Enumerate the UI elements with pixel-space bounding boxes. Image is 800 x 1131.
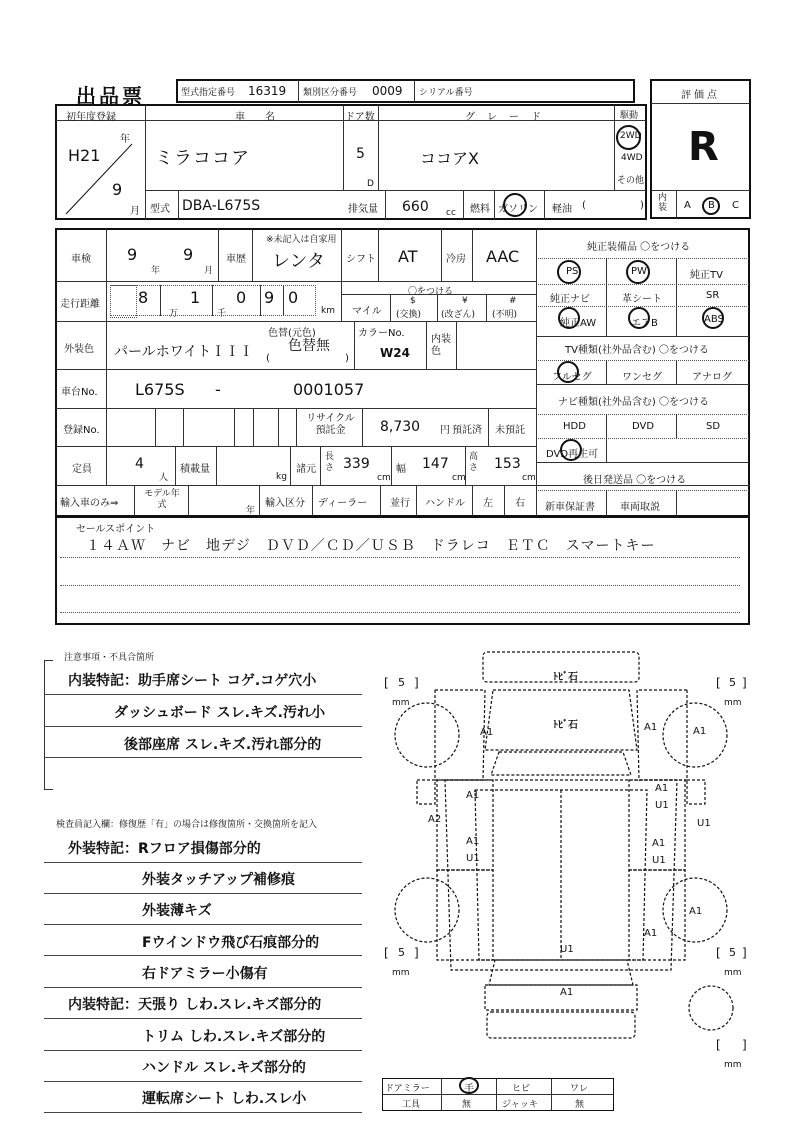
form-title: 出品票: [76, 84, 145, 108]
diagram-label-u1-r: U1: [697, 818, 711, 829]
equip-sr: SR: [706, 290, 720, 301]
width-unit: cm: [452, 473, 466, 483]
tread-spare-unit: mm: [724, 1060, 742, 1070]
ac-label: 冷房: [446, 254, 466, 265]
inspector-line-6: 内装特記：天張り しわ.スレ.キズ部分的: [68, 997, 322, 1013]
tread-bracket-fl-close: ]: [414, 676, 419, 690]
break-label: ワレ: [570, 1084, 589, 1094]
equip-leather: 革シート: [622, 294, 662, 305]
car-name-label: 車名: [235, 112, 295, 123]
equip-tv: 純正TV: [690, 270, 723, 281]
navi-dvd: DVD: [632, 421, 655, 432]
equip-navi: 純正ナビ: [550, 294, 590, 305]
type-label: 型式: [150, 204, 170, 215]
diagram-label-u1-rd: U1: [655, 800, 669, 811]
inspector-line-1: 外装特記：Rフロア損傷部分的: [68, 841, 261, 857]
recycle-unit: 円: [440, 425, 450, 436]
history-value: レンタ: [272, 251, 325, 272]
crack-label: ヒビ: [512, 1084, 531, 1094]
header-id-box: [176, 79, 635, 103]
later-manual: 車両取説: [620, 502, 660, 513]
inspector-line-7: トリム しわ.スレ.キズ部分的: [142, 1029, 326, 1045]
mileage-km: km: [321, 306, 335, 316]
first-reg-label: 初年度登録: [66, 112, 116, 123]
height-label: 高さ: [469, 452, 479, 473]
later-warranty: 新車保証書: [545, 502, 595, 513]
grade-label: グレード: [465, 112, 553, 123]
tread-rl: 5: [398, 946, 405, 959]
navi-dvd-play-circle: [560, 439, 582, 461]
first-reg-year-unit: 年: [120, 134, 130, 145]
sales-point-label: セールスポイント: [76, 524, 156, 535]
jack-value: 無: [575, 1100, 585, 1110]
tv-analog: アナログ: [692, 372, 732, 383]
handle-label: ハンドル: [425, 498, 465, 509]
tread-fl: 5: [398, 676, 405, 689]
capacity-value: 4: [135, 456, 144, 472]
mileage-digit-2: 1: [190, 288, 201, 307]
model-year-label: モデル年式: [144, 489, 180, 510]
caution-line-3: 後部座席 スレ.キズ.汚れ部分的: [124, 737, 322, 753]
inspection-year: 9: [127, 245, 138, 264]
ac-value: AAC: [486, 247, 520, 266]
inspector-line-5: 右ドアミラー小傷有: [142, 966, 268, 982]
repaint-value: 色替無: [288, 338, 330, 354]
date-slash: [60, 140, 140, 218]
displacement-unit: cc: [446, 208, 456, 218]
class-value: 0009: [372, 84, 403, 98]
inspector-line-3: 外装薄キズ: [142, 903, 212, 919]
caution-line-1: 内装特記：助手席シート コゲ.コゲ穴小: [68, 673, 317, 689]
drive-label: 駆動: [620, 111, 639, 121]
mirror-label: ドアミラー: [385, 1084, 430, 1094]
tv-oneseg: ワンセグ: [622, 372, 662, 383]
drive-2wd: 2WD: [620, 131, 642, 141]
fuel-paren-open: (: [582, 200, 586, 211]
drive-other: その他: [617, 176, 645, 186]
equip-pw-circle: [626, 260, 650, 284]
diagram-label-windshield-stone: ﾄﾋﾞ石: [553, 720, 578, 731]
fuel-paren-close: ): [640, 200, 644, 211]
inspection-month-unit: 月: [204, 266, 214, 276]
length-label: 長さ: [325, 452, 335, 473]
color-no-label: カラーNo.: [358, 328, 405, 339]
drive-4wd: 4WD: [621, 153, 643, 163]
equip-aw-circle: [558, 307, 580, 329]
mileage-digit-3: 0: [236, 288, 247, 307]
inspection-label: 車検: [71, 254, 91, 265]
door-count: 5: [356, 146, 365, 162]
diagram-label-a1-fl: A1: [480, 727, 494, 738]
door-label: ドア数: [345, 112, 375, 123]
model-type: DBA-L675S: [182, 198, 261, 214]
mileage-mile: マイル: [352, 306, 382, 317]
tread-bracket-rr-close: ]: [742, 946, 747, 960]
caution-label: 注意事項・不具合箇所: [64, 653, 155, 663]
diagram-label-a1-fr: A1: [644, 722, 658, 733]
model-label: 型式指定番号: [181, 88, 236, 98]
diagram-label-u1-rear: U1: [560, 944, 574, 955]
tv-fullseg: フルセグ: [552, 372, 592, 383]
interior-b: B: [708, 200, 715, 211]
tool-value: 無: [462, 1100, 472, 1110]
height-value: 153: [494, 456, 521, 472]
diagram-label-front-stone: ﾄﾋﾞ石: [553, 672, 578, 683]
model-value: 16319: [248, 84, 287, 98]
recycle-prepaid: 預託済: [452, 425, 482, 436]
first-reg-year: H21: [68, 146, 101, 165]
tread-fr: 5: [729, 676, 736, 689]
diagram-label-a1-lr: A1: [466, 836, 480, 847]
shift-value: AT: [398, 247, 418, 266]
diagram-label-a2: A2: [428, 814, 442, 825]
tread-rr: 5: [729, 946, 736, 959]
tv-fullseg-circle: [557, 361, 579, 383]
equip-abs: ABS: [704, 314, 724, 325]
recycle-unpaid: 未預託: [495, 425, 525, 436]
registration-label: 登録No.: [63, 425, 100, 436]
inspection-year-unit: 年: [151, 266, 161, 276]
model-year-unit: 年: [246, 506, 256, 516]
tamper-symbol: ¥: [462, 296, 468, 306]
evaluation-score: R: [688, 124, 719, 170]
unknown-symbol: #: [509, 296, 517, 306]
tv-title: TV種類(社外品含む) 〇をつける: [565, 345, 709, 356]
serial-label: シリアル番号: [419, 88, 473, 98]
inspection-month: 9: [183, 245, 194, 264]
diagram-label-a1-rd: A1: [655, 783, 669, 794]
mileage-unknown: (不明): [492, 310, 518, 320]
fuel-diesel: 軽油: [552, 204, 572, 215]
diagram-label-a1-ld: A1: [466, 790, 480, 801]
chassis-prefix: L675S: [135, 380, 185, 399]
chassis-label: 車台No.: [61, 387, 98, 398]
class-label: 類別区分番号: [303, 88, 358, 98]
diagram-label-a1-rr-wheel: A1: [689, 906, 703, 917]
equip-ps-circle: [557, 260, 581, 284]
load-label: 積載量: [180, 464, 210, 475]
tread-bracket-fr-close: ]: [742, 676, 747, 690]
tread-bracket-fr: [: [716, 676, 721, 690]
tread-bracket-spare: [: [716, 1038, 721, 1052]
import-dealer: ディーラー: [318, 498, 368, 509]
inspector-line-2: 外装タッチアップ補修痕: [142, 872, 296, 888]
mirror-value: 手: [464, 1084, 474, 1095]
exchange-symbol: $: [410, 296, 416, 306]
fuel-gasoline-circle: [503, 193, 527, 217]
tread-rl-unit: mm: [392, 968, 410, 978]
width-value: 147: [422, 456, 449, 472]
displacement-label: 排気量: [348, 204, 378, 215]
navi-dvd-play: DVD再生可: [546, 449, 599, 460]
load-unit: kg: [276, 472, 287, 482]
interior-label: 内装: [658, 193, 668, 213]
equip-ps: PS: [566, 266, 579, 277]
door-suffix: D: [367, 179, 374, 189]
mileage-digit-1: 8: [138, 288, 149, 307]
mileage-digit-4: 9: [264, 288, 275, 307]
color-no: W24: [380, 346, 410, 360]
grade: ココアX: [420, 149, 479, 168]
recycle-value: 8,730: [380, 419, 421, 435]
caution-line-2: ダッシュボード スレ.キズ.汚れ小: [114, 705, 325, 721]
tread-bracket-rr: [: [716, 946, 721, 960]
handle-right: 右: [515, 498, 525, 509]
navi-sd: SD: [706, 421, 721, 432]
fuel-gasoline: ガソリン: [498, 204, 538, 215]
import-parallel: 並行: [390, 498, 410, 509]
inspector-line-9: 運転席シート しわ.スレ小: [142, 1091, 307, 1107]
color-value: パールホワイトＩＩＩ: [114, 344, 254, 360]
equip-pw: PW: [631, 266, 647, 277]
tread-rr-unit: mm: [724, 968, 742, 978]
chassis-number: 0001057: [293, 380, 365, 399]
diagram-label-u1-rr: U1: [652, 855, 666, 866]
displacement: 660: [402, 199, 429, 215]
sales-point-box: [55, 516, 750, 625]
sales-point-text: １４ＡＷ ナビ 地デジ ＤＶＤ／ＣＤ／ＵＳＢ ドラレコ ＥＴＣ スマートキー: [86, 538, 656, 554]
first-reg-month: 9: [112, 180, 123, 199]
mirror-value-circle: [459, 1077, 479, 1094]
tread-bracket-spare-close: ]: [742, 1038, 747, 1052]
tread-bracket-rl: [: [384, 946, 389, 960]
tread-fl-unit: mm: [392, 698, 410, 708]
diagram-label-a1-bumper: A1: [560, 987, 574, 998]
width-label: 幅: [396, 464, 406, 475]
handle-left: 左: [483, 498, 493, 509]
interior-c: C: [732, 200, 739, 211]
jack-label: ジャッキ: [502, 1100, 538, 1110]
fuel-label: 燃料: [470, 204, 490, 215]
capacity-unit: 人: [159, 473, 169, 483]
first-reg-month-unit: 月: [130, 206, 140, 217]
drive-2wd-circle: [616, 125, 641, 150]
recycle-label: リサイクル預託金: [306, 413, 355, 436]
repaint-paren-close: ): [345, 353, 349, 364]
interior-b-circle: [702, 197, 720, 215]
interior-color-label: 内装色: [431, 334, 451, 357]
repaint-paren-open: (: [266, 353, 270, 364]
mileage-tamper: (改ざん): [441, 310, 476, 320]
car-name: ミラココア: [155, 148, 250, 169]
equip-aw: 純正AW: [560, 318, 597, 329]
shift-label: シフト: [346, 254, 376, 265]
diagram-label-u1-lr: U1: [466, 853, 480, 864]
mileage-sen: 千: [217, 309, 227, 319]
capacity-label: 定員: [72, 464, 92, 475]
navi-title: ナビ種類(社外品含む) 〇をつける: [558, 397, 709, 408]
diagram-label-a1-rr: A1: [652, 838, 666, 849]
history-note: ※未記入は自家用: [266, 235, 337, 245]
equip-abs-circle: [702, 307, 724, 329]
repaint-label: 色替(元色): [268, 328, 316, 339]
mileage-circle-note: 〇をつける: [408, 287, 454, 297]
mileage-digit-5: 0: [288, 288, 299, 307]
length-value: 339: [343, 456, 370, 472]
inspector-line-8: ハンドル スレ.キズ部分的: [142, 1060, 306, 1076]
interior-a: A: [684, 200, 691, 211]
import-class-label: 輸入区分: [265, 498, 305, 509]
evaluation-label: 評価点: [681, 90, 720, 101]
inspector-label: 検査員記入欄：修復歴「有」の場合は修復箇所・交換箇所を記入: [56, 820, 318, 830]
chassis-dash: -: [215, 380, 221, 399]
navi-hdd: HDD: [563, 421, 586, 432]
dims-label: 諸元: [296, 464, 316, 475]
history-label: 車歴: [226, 254, 246, 265]
tool-label: 工具: [402, 1100, 421, 1110]
mileage-man: 万: [169, 309, 179, 319]
inspector-line-4: Fウインドウ飛び石痕部分的: [142, 935, 320, 951]
tread-fr-unit: mm: [724, 698, 742, 708]
import-label: 輸入車のみ⇒: [60, 498, 119, 509]
color-label: 外装色: [64, 344, 94, 355]
height-unit: cm: [522, 473, 536, 483]
later-title: 後日発送品 〇をつける: [583, 475, 687, 486]
tread-bracket-rl-close: ]: [414, 946, 419, 960]
mileage-exchange: (交換): [396, 310, 422, 320]
mileage-label: 走行距離: [60, 299, 100, 310]
length-unit: cm: [377, 473, 391, 483]
equipment-title: 純正装備品 〇をつける: [587, 242, 691, 253]
tread-bracket-fl: [: [384, 676, 389, 690]
diagram-label-a1-rq: A1: [644, 928, 658, 939]
equip-airbag-circle: [628, 307, 650, 329]
car-damage-diagram: [375, 640, 765, 1080]
diagram-label-a1-fr-wheel: A1: [693, 726, 707, 737]
equip-airbag: エアB: [631, 318, 658, 329]
